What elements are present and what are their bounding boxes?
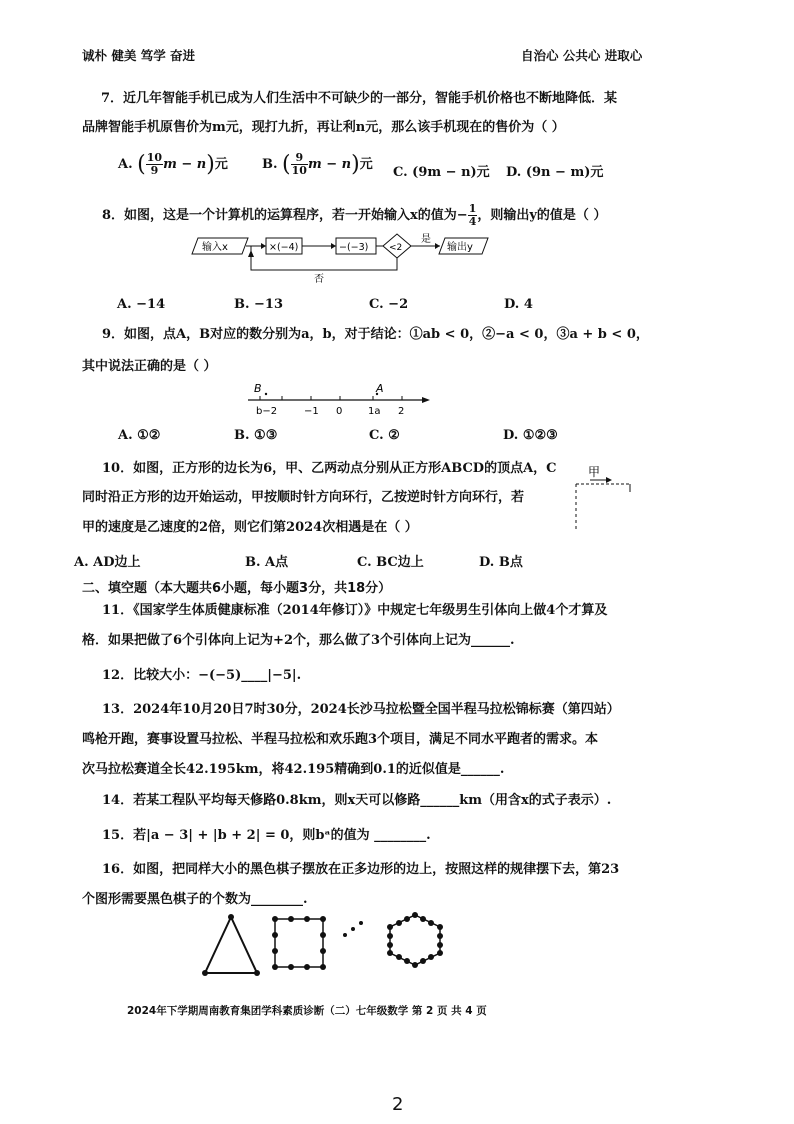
flow-input-text: 输入x xyxy=(202,242,228,253)
pattern-triangle xyxy=(202,914,260,976)
page-number: 2 xyxy=(392,1094,404,1115)
q9-line1: 9．如图，点A，B对应的数分别为a，b，对于结论：①ab < 0，②−a < 0，③a + b < 0， xyxy=(102,327,649,342)
q9-option-d: D. ①②③ xyxy=(503,428,558,443)
q7-line1: 7．近几年智能手机已成为人们生活中不可缺少的一部分，智能手机价格也不断地降低．某 xyxy=(101,91,618,106)
q16-line2: 个图形需要黑色棋子的个数为________. xyxy=(82,892,308,907)
flow-minus-text: −(−3) xyxy=(339,242,369,253)
q11-line1: 11．《国家学生体质健康标准（2014年修订）》中规定七年级男生引体向上做4个才算及 xyxy=(102,603,608,618)
q7-option-a: A. ( $\frac{10}{9}$ m − n)元 xyxy=(118,151,228,177)
q7-line2: 品牌智能手机原售价为m元，现打九折，再让利n元，那么该手机现在的售价为（ ） xyxy=(82,120,565,135)
q10-line2: 同时沿正方形的边开始运动，甲按顺时针方向环行，乙按逆时针方向环行，若 xyxy=(82,490,525,505)
pattern-square xyxy=(272,916,326,970)
q8-option-c: C. −2 xyxy=(369,297,409,312)
flow-yes-label: 是 xyxy=(421,234,431,245)
flow-condition-text: <2 xyxy=(389,243,403,253)
flow-mult-text: ×(−4) xyxy=(269,242,299,253)
q10-option-b: B. A点 xyxy=(245,555,289,570)
q9-option-b: B. ①③ xyxy=(234,428,278,443)
page-footer: 2024年下学期周南教育集团学科素质诊断（二）七年级数学 第 2 页 共 4 页 xyxy=(127,1005,487,1017)
q15-line1: 15．若|a − 3| + |b + 2| = 0，则bᵃ的值为 ________. xyxy=(102,828,431,843)
q8-line1: 8．如图，这是一个计算机的运算程序，若一开始输入x的值为− $\frac{1}{4}$ ，则输出y的值是（ ） xyxy=(102,202,607,228)
header-motto-right: 自治心 公共心 进取心 xyxy=(521,48,643,63)
q7-option-d: D. (9n − m)元 xyxy=(506,165,604,180)
q8-flowchart xyxy=(190,230,490,288)
pattern-hexagon xyxy=(387,912,443,968)
axis-tick-1a: 1a xyxy=(368,406,381,417)
q16-pattern-figure xyxy=(195,905,475,985)
q13-line2: 鸣枪开跑，赛事设置马拉松、半程马拉松和欢乐跑3个项目，满足不同水平跑者的需求。本 xyxy=(82,732,599,747)
pattern-ellipsis xyxy=(343,921,363,937)
q10-option-a: A. AD边上 xyxy=(74,555,141,570)
q14-line1: 14．若某工程队平均每天修路0.8km，则x天可以修路______km（用含x的式子表示）. xyxy=(102,793,612,808)
q10-square-figure xyxy=(568,462,638,532)
q10-option-d: D. B点 xyxy=(479,555,523,570)
q10-option-c: C. BC边上 xyxy=(357,555,424,570)
q9-option-c: C. ② xyxy=(369,428,400,443)
header-motto-left: 诚朴 健美 笃学 奋进 xyxy=(82,48,196,63)
q11-line2: 格．如果把做了6个引体向上记为+2个，那么做了3个引体向上记为______. xyxy=(82,633,515,648)
axis-label-b: B xyxy=(254,382,262,395)
axis-tick-minus-1: −1 xyxy=(304,406,319,417)
q8-option-a: A. −14 xyxy=(117,297,166,312)
q13-line3: 次马拉松赛道全长42.195km，将42.195精确到0.1的近似值是______. xyxy=(82,762,505,777)
axis-tick-2: 2 xyxy=(398,406,405,417)
q10-line3: 甲的速度是乙速度的2倍，则它们第2024次相遇是在（ ） xyxy=(82,520,418,535)
axis-tick-0: 0 xyxy=(336,406,343,417)
figure-label-jia: 甲 xyxy=(588,465,601,479)
axis-tick-b-minus-2: b−2 xyxy=(256,406,278,417)
flow-no-label: 否 xyxy=(314,274,324,285)
q7-option-c: C. (9m − n)元 xyxy=(393,165,490,180)
q16-line1: 16．如图，把同样大小的黑色棋子摆放在正多边形的边上，按照这样的规律摆下去，第23 xyxy=(102,862,620,877)
q9-line2: 其中说法正确的是（ ） xyxy=(82,359,217,374)
q8-option-d: D. 4 xyxy=(504,297,533,312)
section-2-heading: 二、填空题（本大题共6小题，每小题3分，共18分） xyxy=(82,581,392,596)
q13-line1: 13．2024年10月20日7时30分，2024长沙马拉松暨全国半程马拉松锦标赛（第四站） xyxy=(102,702,620,717)
q7-option-b: B. ( $\frac{9}{10}$ m − n)元 xyxy=(262,151,373,177)
flow-output-text: 输出y xyxy=(447,242,473,253)
q9-option-a: A. ①② xyxy=(118,428,161,443)
q9-number-line xyxy=(240,380,435,422)
q8-option-b: B. −13 xyxy=(234,297,284,312)
q12-line1: 12．比较大小：−(−5)____|−5|. xyxy=(102,668,302,683)
q10-line1: 10．如图，正方形的边长为6，甲、乙两动点分别从正方形ABCD的顶点A，C xyxy=(102,461,557,476)
axis-label-a: A xyxy=(376,382,384,395)
